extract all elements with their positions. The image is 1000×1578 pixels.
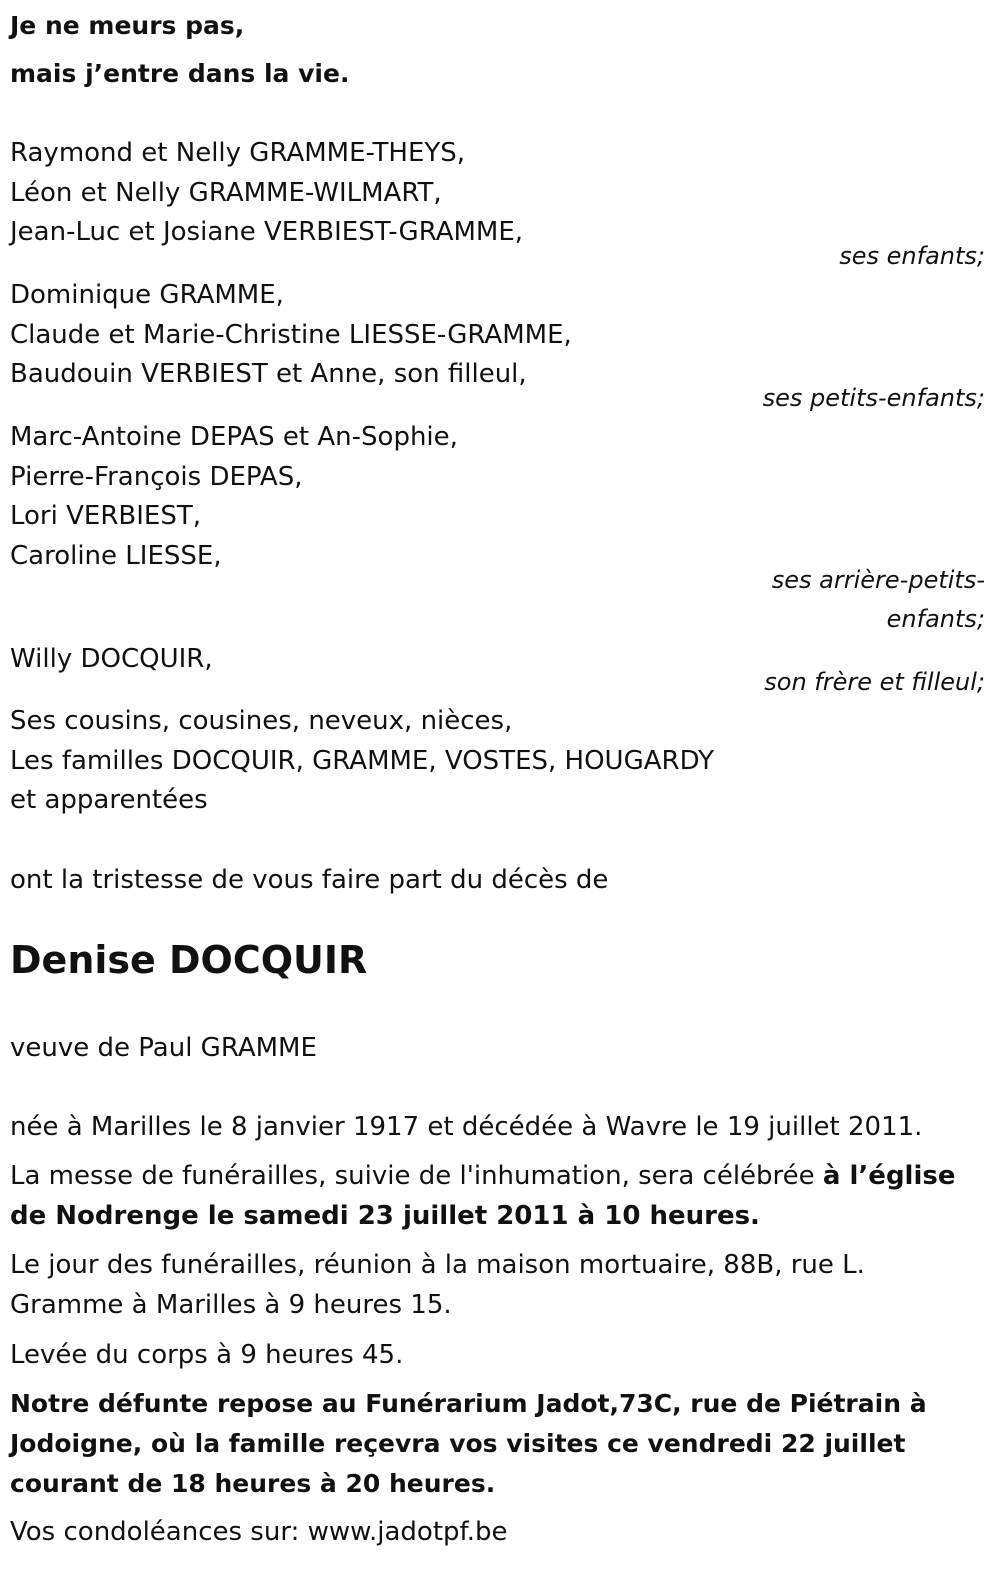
grandchild-name: Baudouin VERBIEST et Anne, son filleul, xyxy=(10,359,527,389)
epitaph-line-1: Je ne meurs pas, xyxy=(10,11,245,40)
relatives-line: et apparentées xyxy=(10,785,208,815)
great-grandchild-name: Lori VERBIEST, xyxy=(10,501,201,531)
grandchild-name: Dominique GRAMME, xyxy=(10,280,284,310)
epitaph-line-2: mais j’entre dans la vie. xyxy=(10,59,350,88)
deceased-name: Denise DOCQUIR xyxy=(10,938,368,982)
children-relation: ses enfants; xyxy=(839,242,985,270)
brother-relation: son frère et filleul; xyxy=(764,668,985,696)
gathering-paragraph: Le jour des funérailles, réunion à la maison mortuaire, 88B, rue L. Gramme à Marilles à 9 heures 15. xyxy=(10,1250,865,1320)
relatives-line: Les familles DOCQUIR, GRAMME, VOSTES, HOUGARDY xyxy=(10,746,715,776)
great-grandchild-name: Pierre-François DEPAS, xyxy=(10,462,303,492)
child-name: Léon et Nelly GRAMME-WILMART, xyxy=(10,178,442,208)
announcement-text: ont la tristesse de vous faire part du décès de xyxy=(10,865,609,895)
condolences-text: Vos condoléances sur: www.jadotpf.be xyxy=(10,1517,508,1547)
mass-text: La messe de funérailles, suivie de l'inhumation, sera célébrée xyxy=(10,1161,823,1191)
brother-name: Willy DOCQUIR, xyxy=(10,644,213,674)
grandchildren-relation: ses petits-enfants; xyxy=(762,384,985,412)
great-grandchild-name: Marc-Antoine DEPAS et An-Sophie, xyxy=(10,422,458,452)
great-grandchildren-relation-line-2: enfants; xyxy=(886,605,985,633)
mass-paragraph xyxy=(10,1156,960,1236)
great-grandchild-name: Caroline LIESSE, xyxy=(10,541,222,571)
departure-text: Levée du corps à 9 heures 45. xyxy=(10,1340,404,1370)
grandchild-name: Claude et Marie-Christine LIESSE-GRAMME, xyxy=(10,320,572,350)
great-grandchildren-relation-line-1: ses arrière-petits- xyxy=(771,566,985,594)
child-name: Jean-Luc et Josiane VERBIEST-GRAMME, xyxy=(10,217,524,247)
relatives-line: Ses cousins, cousines, neveux, nièces, xyxy=(10,706,513,736)
mass-details: à l’église de Nodrenge le samedi 23 juillet 2011 à 10 heures. xyxy=(10,1161,956,1231)
widow-of: veuve de Paul GRAMME xyxy=(10,1033,317,1063)
visitation-paragraph: Notre défunte repose au Funérarium Jadot,73C, rue de Piétrain à Jodoigne, où la famille reçevra vos visites ce vendredi 22 juillet courant de 18 heures à 20 heures. xyxy=(10,1389,927,1498)
child-name: Raymond et Nelly GRAMME-THEYS, xyxy=(10,138,466,168)
birth-death-text: née à Marilles le 8 janvier 1917 et décédée à Wavre le 19 juillet 2011. xyxy=(10,1112,923,1142)
